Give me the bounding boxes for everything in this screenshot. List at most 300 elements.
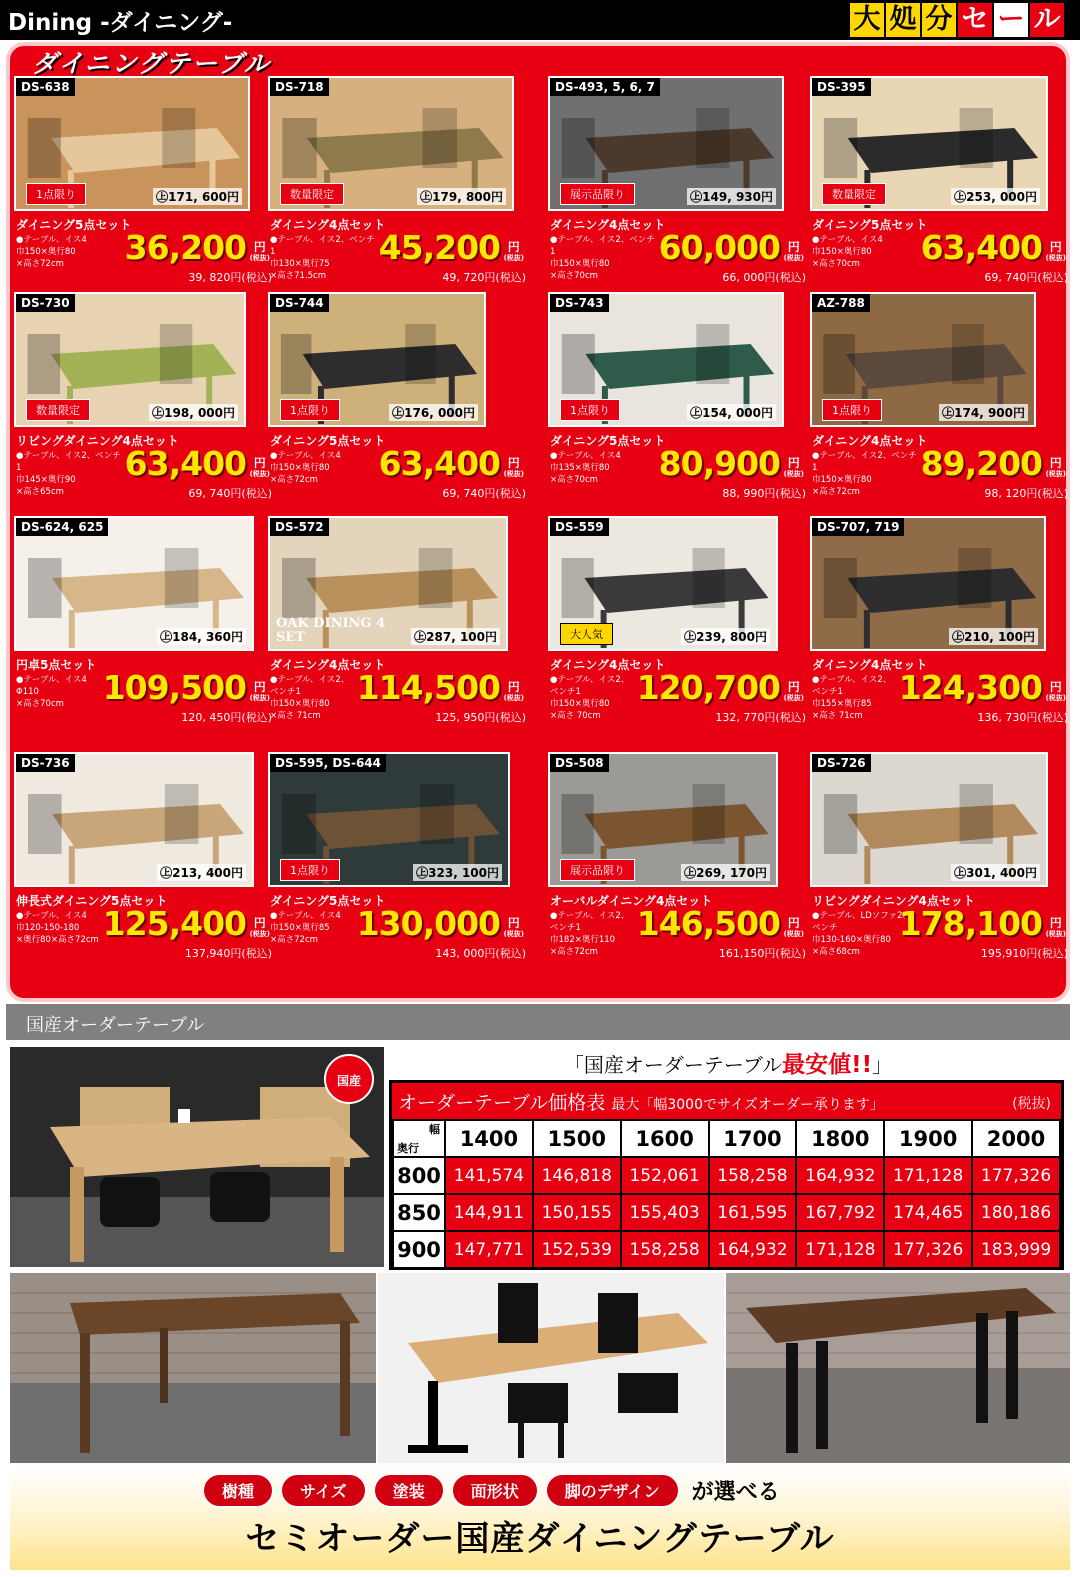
product-spec [16,450,126,498]
product-code: DS-707, 719 [812,518,904,536]
product-name: ダイニング5点セット [270,434,386,448]
yen-unit [504,682,524,704]
sale-price: 63,400 [124,444,246,483]
product-spec [270,450,380,486]
depth-header: 850 [393,1194,445,1231]
product-code: DS-493, 5, 6, 7 [550,78,660,96]
spec-line: ×高さ65cm [16,487,64,497]
product-name: ダイニング4点セット [812,434,928,448]
semi-order-banner [10,1465,1070,1570]
price-cell: 164,932 [796,1157,884,1194]
product-name: リビングダイニング4点セット [812,894,975,908]
stock-tag: 1点限り [560,399,620,421]
spec-line: ベンチ [812,923,838,933]
product-name: ダイニング4点セット [270,218,386,232]
product-card [810,292,1072,517]
stock-tag: 数量限定 [822,183,886,205]
spec-line: ●テーブル、イス2、ベンチ1 [550,235,655,257]
price-cell: 150,155 [533,1194,621,1231]
spec-line: ●テーブル、イス4 [270,451,341,461]
product-code: DS-508 [550,754,609,772]
sale-price: 120,700 [636,668,780,707]
yen-unit [784,918,804,940]
yen-symbol: 円 [253,456,266,470]
yen-unit [504,458,524,480]
sale-badge [848,3,1064,37]
yen-unit [250,458,270,480]
tax-included-price: 132, 770円(税込) [715,711,806,724]
spec-line: ●テーブル、イス2、ベンチ1 [812,451,917,473]
sale-char: 大 [850,3,884,37]
table-row [393,1194,1060,1231]
yen-unit [784,458,804,480]
yen-unit [1046,242,1066,264]
spec-line: ×高さ70cm [812,259,860,269]
price-cell: 161,595 [709,1194,797,1231]
sale-price: 63,400 [920,228,1042,267]
product-photo [810,752,1048,887]
stock-tag: 1点限り [280,399,340,421]
yen-symbol: 円 [507,240,520,254]
product-name: 伸長式ダイニング5点セット [16,894,168,908]
spec-line: 巾150×奥行80 [812,475,872,485]
tax-excluded: (税抜) [1045,930,1066,938]
yen-unit [784,242,804,264]
price-cell: 171,128 [884,1157,972,1194]
product-name: 円卓5点セット [16,658,97,672]
spec-line: ●テーブル、イス2、 [270,675,350,685]
sale-price: 178,100 [898,904,1042,943]
order-price-table [389,1080,1064,1270]
tax-excluded: (税抜) [1045,694,1066,702]
spec-line: 巾150×奥行80 [550,699,610,709]
tax-included-price: 66, 000円(税込) [722,271,806,284]
yen-symbol: 円 [253,240,266,254]
yen-unit [250,918,270,940]
spec-line: 巾130×奥行75 [270,259,330,269]
product-photo [810,292,1036,427]
product-code: DS-743 [550,294,609,312]
spec-line: 巾155×奥行85 [812,699,872,709]
tax-excluded: (税抜) [503,694,524,702]
sale-char: ル [1030,3,1064,37]
option-pill: 塗装 [373,1473,445,1508]
spec-line: 巾150×奥行80 [550,259,610,269]
sale-price: 109,500 [102,668,246,707]
product-card [810,76,1072,301]
sale-price: 89,200 [920,444,1042,483]
yen-symbol: 円 [787,916,800,930]
tax-included-price: 120, 450円(税込) [181,711,272,724]
option-pill: 面形状 [451,1473,539,1508]
regular-price: ㊤269, 170円 [681,864,770,881]
regular-price: ㊤287, 100円 [411,628,500,645]
table-photo-walnut [10,1273,376,1463]
sale-price: 114,500 [356,668,500,707]
width-header: 1500 [533,1120,621,1157]
regular-price: ㊤198, 000円 [149,404,238,421]
regular-price: ㊤253, 000円 [951,188,1040,205]
spec-line: ベンチ1 [270,687,301,697]
product-card [810,516,1072,741]
sale-price: 124,300 [898,668,1042,707]
option-pill: 脚のデザイン [545,1473,680,1508]
spec-line: ×高さ70cm [16,699,64,709]
spec-line: 巾182×奥行110 [550,935,616,945]
spec-line: ×高さ 71cm [270,711,321,721]
price-cell: 146,818 [533,1157,621,1194]
product-code: DS-559 [550,518,609,536]
yen-symbol: 円 [787,680,800,694]
tax-excluded: (税抜) [249,694,270,702]
product-name: オーバルダイニング4点セット [550,894,713,908]
stock-tag: 数量限定 [280,183,344,205]
order-section-header: 国産オーダーテーブル [6,1004,1070,1040]
spec-line: ×高さ72cm [16,259,64,269]
sale-char: セ [958,3,992,37]
product-name: ダイニング4点セット [550,658,666,672]
price-cell: 141,574 [445,1157,533,1194]
sale-char: ー [994,3,1028,37]
page-title: Dining -ダイニング- [8,10,233,36]
spec-line: ×高さ72cm [550,947,598,957]
product-code: DS-624, 625 [16,518,108,536]
depth-header: 900 [393,1231,445,1268]
tax-excluded: (税抜) [503,930,524,938]
spec-line: 巾150×奥行80 [270,463,330,473]
spec-line: ●テーブル、イス4 [16,911,87,921]
tax-excluded: (税抜) [783,694,804,702]
sale-price: 130,000 [356,904,500,943]
price-cell: 158,258 [621,1231,709,1268]
spec-line: 巾130-160×奥行80 [812,935,891,945]
product-code: DS-726 [812,754,871,772]
product-code: AZ-788 [812,294,870,312]
spec-line: 巾150×奥行80 [812,247,872,257]
spec-line: ×高さ72cm [812,487,860,497]
product-spec [812,450,922,498]
price-cell: 152,061 [621,1157,709,1194]
tax-included-price: 39, 820円(税込) [188,271,272,284]
yen-unit [504,242,524,264]
sale-char: 処 [886,3,920,37]
product-card [548,292,810,517]
spec-line: 巾135×奥行80 [550,463,610,473]
tax-excluded: (税抜) [783,470,804,478]
yen-symbol: 円 [1049,680,1062,694]
price-cell: 167,792 [796,1194,884,1231]
spec-line: ×高さ70cm [550,475,598,485]
product-photo [548,292,784,427]
tax-excluded: (税抜) [249,254,270,262]
spec-line: Φ110 [16,687,39,697]
regular-price: ㊤213, 400円 [157,864,246,881]
spec-line: 巾150×奥行85 [270,923,330,933]
tax-included-price: 98, 120円(税込) [984,487,1068,500]
sale-price: 80,900 [658,444,780,483]
domestic-badge: 国産 [324,1054,374,1104]
regular-price: ㊤323, 100円 [413,864,502,881]
stock-tag: 大人気 [560,623,613,645]
tax-excluded: (税抜) [249,930,270,938]
spec-line: ●テーブル、イス4 [812,235,883,245]
yen-symbol: 円 [787,240,800,254]
product-name: ダイニング5点セット [16,218,132,232]
price-cell: 147,771 [445,1231,533,1268]
tax-included-price: 143, 000円(税込) [435,947,526,960]
tax-note: (税抜) [1012,1096,1051,1112]
product-card [268,516,530,741]
stock-tag: 数量限定 [26,399,90,421]
order-headline [392,1046,1064,1080]
width-label: 幅 [429,1123,440,1136]
spec-line: 巾120-150-180 [16,923,80,933]
headline-text: 「国産オーダーテーブル [563,1053,783,1077]
product-code: DS-572 [270,518,329,536]
tax-included-price: 125, 950円(税込) [435,711,526,724]
spec-line: ×高さ71.5cm [270,271,327,281]
product-name: ダイニング4点セット [550,218,666,232]
yen-unit [504,918,524,940]
yen-symbol: 円 [787,456,800,470]
tax-included-price: 49, 720円(税込) [442,271,526,284]
caption-title: オーダーテーブル価格表 [398,1092,606,1114]
product-photo [810,516,1046,651]
product-card [548,516,810,741]
product-photo [268,76,514,211]
yen-symbol: 円 [507,456,520,470]
table-photo-steel-leg [726,1273,1070,1463]
spec-line: ×高さ72cm [270,935,318,945]
spec-line: ×高さ70cm [550,271,598,281]
product-card [14,752,276,977]
product-spec [550,234,660,282]
product-code: DS-730 [16,294,75,312]
product-card [810,752,1072,977]
yen-symbol: 円 [1049,456,1062,470]
product-photo [14,76,250,211]
width-header: 1900 [884,1120,972,1157]
product-name: ダイニング4点セット [270,658,386,672]
sale-price: 60,000 [658,228,780,267]
sale-price: 125,400 [102,904,246,943]
price-cell: 171,128 [796,1231,884,1268]
headline-text: 」 [872,1053,893,1077]
price-cell: 155,403 [621,1194,709,1231]
option-pill: 樹種 [202,1473,274,1508]
sale-price: 36,200 [124,228,246,267]
spec-line: ●テーブル、イス2、ベンチ1 [270,235,375,257]
product-spec [812,234,922,270]
tax-excluded: (税抜) [1045,254,1066,262]
stock-tag: 1点限り [280,859,340,881]
product-name: ダイニング5点セット [270,894,386,908]
spec-line: ベンチ1 [550,923,581,933]
regular-price: ㊤174, 900円 [939,404,1028,421]
tax-included-price: 195,910円(税込) [980,947,1068,960]
yen-unit [784,682,804,704]
tax-included-price: 69, 740円(税込) [984,271,1068,284]
depth-header: 800 [393,1157,445,1194]
product-photo [548,516,778,651]
table-row [393,1157,1060,1194]
product-photo [548,76,784,211]
product-spec [270,234,380,282]
yen-symbol: 円 [1049,916,1062,930]
yen-symbol: 円 [253,916,266,930]
tax-excluded: (税抜) [503,470,524,478]
product-code: DS-744 [270,294,329,312]
yen-unit [1046,682,1066,704]
stock-tag: 1点限り [26,183,86,205]
tax-excluded: (税抜) [783,254,804,262]
tax-excluded: (税抜) [1045,470,1066,478]
price-cell: 177,326 [972,1157,1060,1194]
depth-label: 奥行 [397,1142,419,1155]
table-photo-oak [378,1273,724,1463]
banner-headline: セミオーダー国産ダイニングテーブル [245,1519,835,1559]
product-code: DS-638 [16,78,75,96]
stock-tag: 展示品限り [560,183,635,205]
tax-included-price: 161,150円(税込) [718,947,806,960]
product-photo [548,752,778,887]
product-photo [268,292,486,427]
spec-line: ×高さ68cm [812,947,860,957]
tax-excluded: (税抜) [503,254,524,262]
price-grid [392,1119,1061,1269]
regular-price: ㊤154, 000円 [687,404,776,421]
price-cell: 174,465 [884,1194,972,1231]
tax-included-price: 88, 990円(税込) [722,487,806,500]
product-photo [14,752,254,887]
tax-included-price: 136, 730円(税込) [977,711,1068,724]
sale-price: 45,200 [378,228,500,267]
width-header: 1700 [709,1120,797,1157]
stock-tag: 1点限り [822,399,882,421]
spec-line: ●テーブル、イス4 [16,235,87,245]
spec-line: ●テーブル、イス4 [550,451,621,461]
spec-line: ●テーブル、イス2、 [550,675,630,685]
photo-overlay-text: OAK DINING 4 SET [276,616,386,645]
regular-price: ㊤149, 930円 [687,188,776,205]
product-photo [14,516,254,651]
regular-price: ㊤239, 800円 [681,628,770,645]
headline-emphasis: 最安値!! [782,1052,873,1078]
spec-line: ×奥行80×高さ72cm [16,935,99,945]
stock-tag: 展示品限り [560,859,635,881]
spec-line: ●テーブル、イス2、 [550,911,630,921]
product-photo [268,516,508,651]
product-card [548,76,810,301]
product-name: ダイニング5点セット [812,218,928,232]
spec-line: ●テーブル、イス4 [270,911,341,921]
price-cell: 177,326 [884,1231,972,1268]
product-card [268,76,530,301]
product-name: ダイニング5点セット [550,434,666,448]
product-card [268,752,530,977]
table-row [393,1231,1060,1268]
yen-unit [1046,458,1066,480]
tax-included-price: 69, 740円(税込) [442,487,526,500]
spec-line: 巾150×奥行80 [16,247,76,257]
yen-symbol: 円 [253,680,266,694]
price-cell: 180,186 [972,1194,1060,1231]
width-header: 1800 [796,1120,884,1157]
spec-line: ●テーブル、イス2、ベンチ1 [16,451,121,473]
spec-line: ×高さ 71cm [812,711,863,721]
yen-symbol: 円 [1049,240,1062,254]
price-cell: 183,999 [972,1231,1060,1268]
regular-price: ㊤176, 000円 [389,404,478,421]
grid-corner [393,1120,445,1157]
spec-line: ●テーブル、イス2、 [812,675,892,685]
sale-price: 146,500 [636,904,780,943]
yen-unit [250,242,270,264]
price-cell: 144,911 [445,1194,533,1231]
tax-included-price: 69, 740円(税込) [188,487,272,500]
yen-unit [250,682,270,704]
product-photo [14,292,246,427]
table-caption [392,1083,1061,1119]
width-header: 1600 [621,1120,709,1157]
page-header [0,0,1080,40]
product-code: DS-718 [270,78,329,96]
option-pill: サイズ [280,1473,367,1508]
spec-line: 巾145×奥行90 [16,475,76,485]
caption-note: 最大「幅3000でサイズオーダー承ります」 [611,1097,884,1113]
product-card [548,752,810,977]
spec-line: ●テーブル、イス4 [16,675,87,685]
product-code: DS-395 [812,78,871,96]
section-title: ダイニングテーブル [32,49,271,78]
product-card [14,76,276,301]
tax-excluded: (税抜) [783,930,804,938]
product-code: DS-595, DS-644 [270,754,386,772]
regular-price: ㊤301, 400円 [951,864,1040,881]
product-spec [16,234,126,270]
regular-price: ㊤210, 100円 [949,628,1038,645]
spec-line: ●テーブル、LDソファ2、 [812,911,911,921]
regular-price: ㊤171, 600円 [153,188,242,205]
price-cell: 164,932 [709,1231,797,1268]
spec-line: ×高さ 70cm [550,711,601,721]
product-name: ダイニング4点セット [812,658,928,672]
product-code: DS-736 [16,754,75,772]
regular-price: ㊤184, 360円 [157,628,246,645]
product-photo [810,76,1048,211]
product-name: リビングダイニング4点セット [16,434,179,448]
product-card [268,292,530,517]
yen-symbol: 円 [507,916,520,930]
product-photo [268,752,510,887]
grid-header-row [393,1120,1060,1157]
option-pills [202,1473,780,1508]
product-card [14,292,276,517]
sale-char: 分 [922,3,956,37]
price-cell: 158,258 [709,1157,797,1194]
spec-line: ベンチ1 [812,687,843,697]
regular-price: ㊤179, 800円 [417,188,506,205]
width-header: 1400 [445,1120,533,1157]
yen-unit [1046,918,1066,940]
product-spec [550,450,660,486]
tax-included-price: 137,940円(税込) [184,947,272,960]
width-header: 2000 [972,1120,1060,1157]
product-card [14,516,276,741]
yen-symbol: 円 [507,680,520,694]
price-cell: 152,539 [533,1231,621,1268]
select-text: が選べる [691,1480,780,1505]
